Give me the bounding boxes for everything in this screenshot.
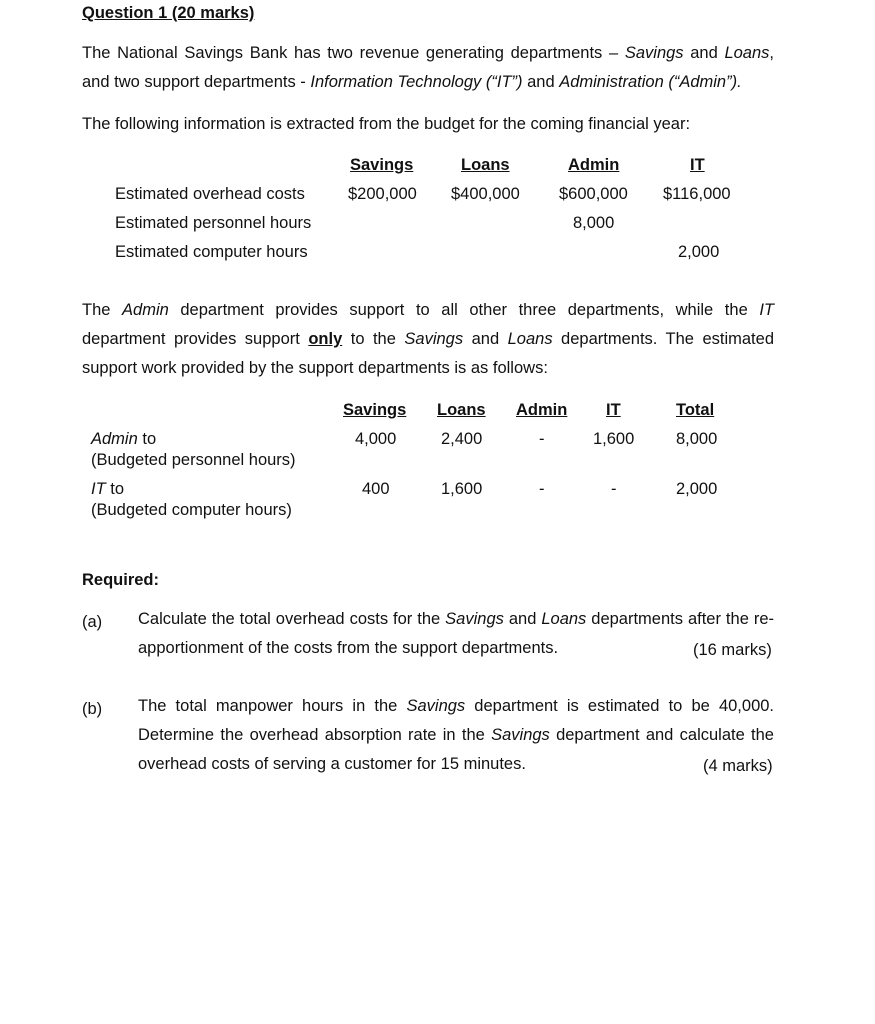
budget-cell: 8,000 (573, 214, 615, 232)
support-header-total: Total (676, 401, 715, 419)
support-row-label: Admin to (91, 430, 157, 448)
support-paragraph: The Admin department provides support to all other three departments, while the IT department provides support only to the Savings and Loans departments. The estimated support work provided by the support departments is as follows: (82, 301, 774, 377)
support-cell: - (539, 430, 545, 448)
support-cell: 1,600 (441, 480, 483, 498)
part-a-text: Calculate the total overhead costs for the Savings and Loans departments after the re- apportionment of the costs from the support departments. (138, 610, 774, 657)
support-header-admin: Admin (516, 401, 568, 419)
budget-cell: $400,000 (451, 185, 520, 203)
budget-header-savings: Savings (350, 156, 414, 174)
support-header-savings: Savings (343, 401, 407, 419)
budget-row-label: Estimated computer hours (115, 243, 308, 261)
budget-cell: $116,000 (663, 185, 731, 203)
part-b-label: (b) (82, 700, 103, 718)
support-cell: 2,000 (676, 480, 718, 498)
support-cell: - (539, 480, 545, 498)
budget-cell: $600,000 (559, 185, 628, 203)
support-cell: - (611, 480, 617, 498)
part-a-marks: (16 marks) (693, 641, 772, 659)
intro-budget-sentence: The following information is extracted from the budget for the coming financial year: (82, 115, 691, 133)
budget-cell: 2,000 (678, 243, 720, 261)
support-header-loans: Loans (437, 401, 486, 419)
part-a-label: (a) (82, 613, 103, 631)
question-title: Question 1 (20 marks) (82, 4, 255, 22)
support-row-sublabel: (Budgeted computer hours) (91, 501, 292, 519)
support-cell: 4,000 (355, 430, 397, 448)
budget-row-label: Estimated personnel hours (115, 214, 312, 232)
support-cell: 1,600 (593, 430, 635, 448)
budget-row-label: Estimated overhead costs (115, 185, 305, 203)
support-cell: 2,400 (441, 430, 483, 448)
required-heading: Required: (82, 571, 160, 589)
part-b-text: The total manpower hours in the Savings department is estimated to be 40,000. Determine the overhead absorption rate in the Savings department and calculate the overhead costs of serving a customer for 15 minutes. (138, 697, 775, 773)
support-cell: 400 (362, 480, 390, 498)
part-b-marks: (4 marks) (703, 757, 773, 775)
support-cell: 8,000 (676, 430, 718, 448)
budget-cell: $200,000 (348, 185, 417, 203)
support-row-sublabel: (Budgeted personnel hours) (91, 451, 296, 469)
budget-header-admin: Admin (568, 156, 620, 174)
budget-header-it: IT (690, 156, 705, 174)
support-header-it: IT (606, 401, 621, 419)
intro-paragraph: The National Savings Bank has two revenue generating departments – Savings and Loans, and two support departments - Information Technology (“IT”) and Administration (“Admin”). (82, 44, 774, 91)
budget-header-loans: Loans (461, 156, 510, 174)
support-row-label: IT to (91, 480, 125, 498)
